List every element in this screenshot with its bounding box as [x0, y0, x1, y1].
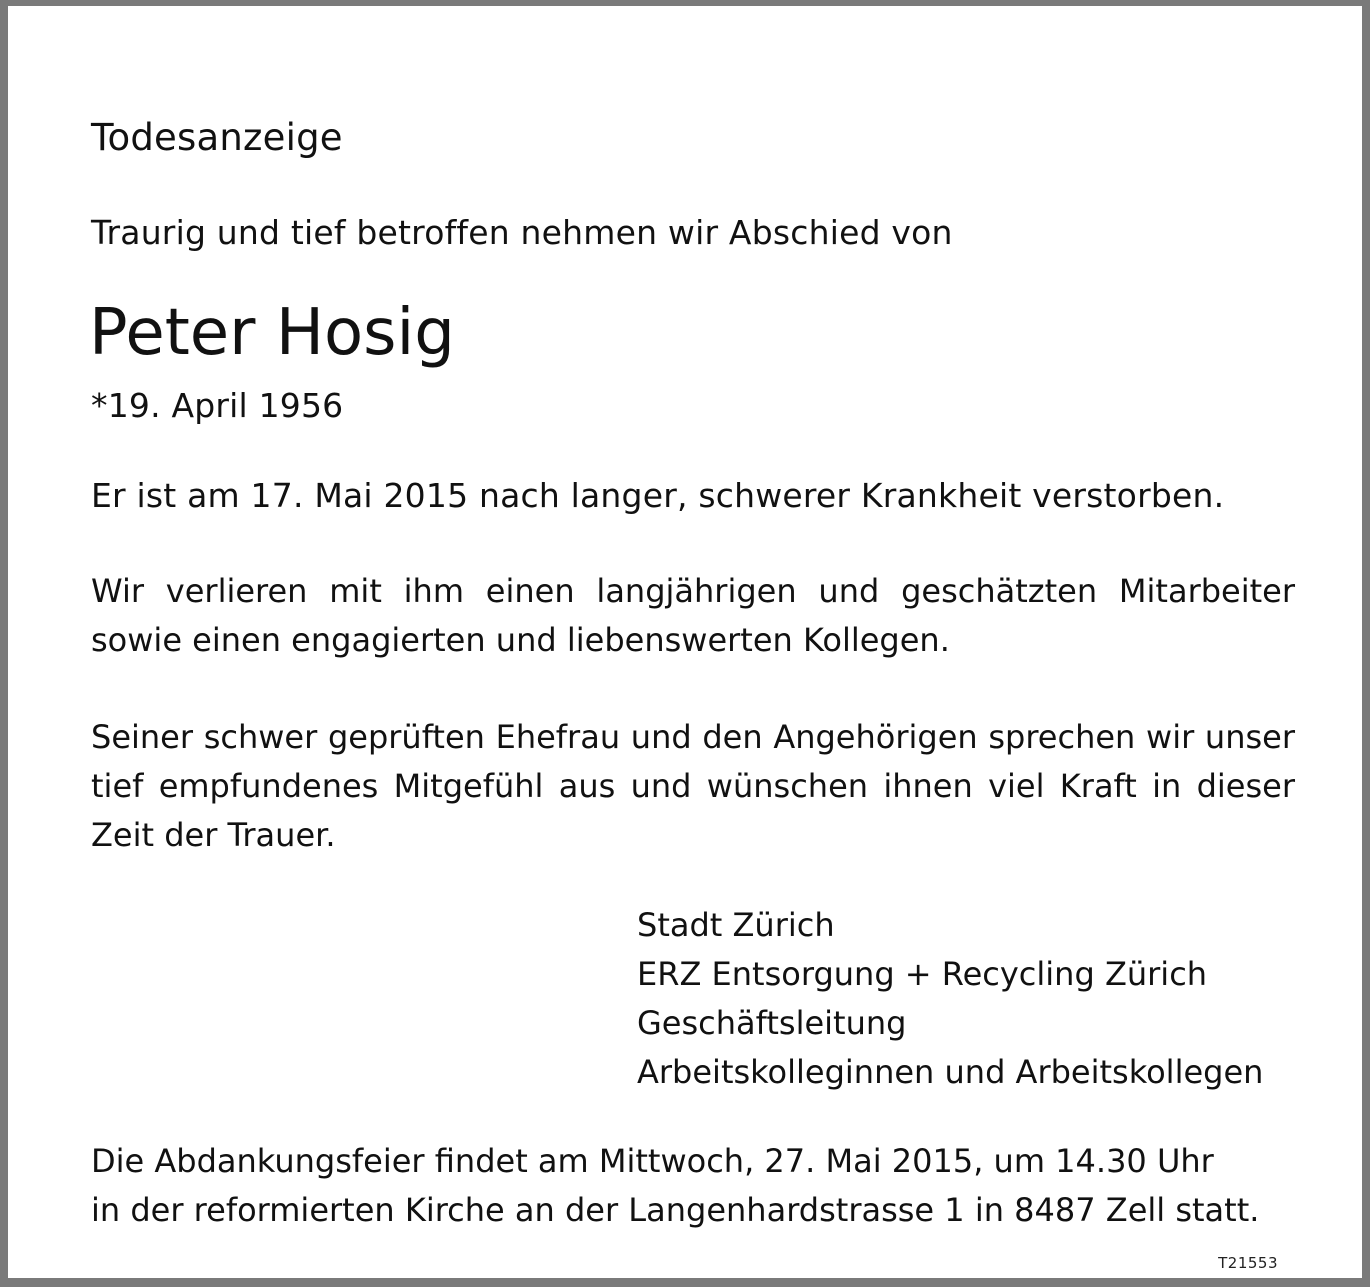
signatory: Arbeitskolleginnen und Arbeitskollegen: [637, 1053, 1264, 1091]
ceremony-line: in der reformierten Kirche an der Langenhardstrasse 1 in 8487 Zell statt.: [91, 1191, 1260, 1229]
signatory: Stadt Zürich: [637, 906, 835, 944]
notice-heading: Todesanzeige: [91, 116, 343, 159]
signatories-list: [637, 901, 1263, 1097]
condolence-paragraph: Seiner schwer geprüften Ehefrau und den Angehörigen sprechen wir unser tief empfundenes Mitgefühl aus und wünschen ihnen viel Kraft in dieser Zeit der Trauer.: [91, 718, 1295, 854]
deceased-name: Peter Hosig: [89, 296, 455, 370]
intro-line: Traurig und tief betroffen nehmen wir Abschied von: [91, 213, 953, 252]
signatory: Geschäftsleitung: [637, 1004, 907, 1042]
death-statement: Er ist am 17. Mai 2015 nach langer, schwerer Krankheit verstorben.: [91, 476, 1225, 515]
reference-code: T21553: [1218, 1254, 1278, 1272]
tribute-paragraph: Wir verlieren mit ihm einen langjährigen und geschätzten Mitarbeiter sowie einen engagierten und liebenswerten Kollegen.: [91, 572, 1295, 659]
signatory: ERZ Entsorgung + Recycling Zürich: [637, 955, 1208, 993]
ceremony-info: [91, 1137, 1295, 1235]
ceremony-line: Die Abdankungsfeier findet am Mittwoch, 27. Mai 2015, um 14.30 Uhr: [91, 1142, 1214, 1180]
birth-date: *19. April 1956: [91, 386, 344, 425]
